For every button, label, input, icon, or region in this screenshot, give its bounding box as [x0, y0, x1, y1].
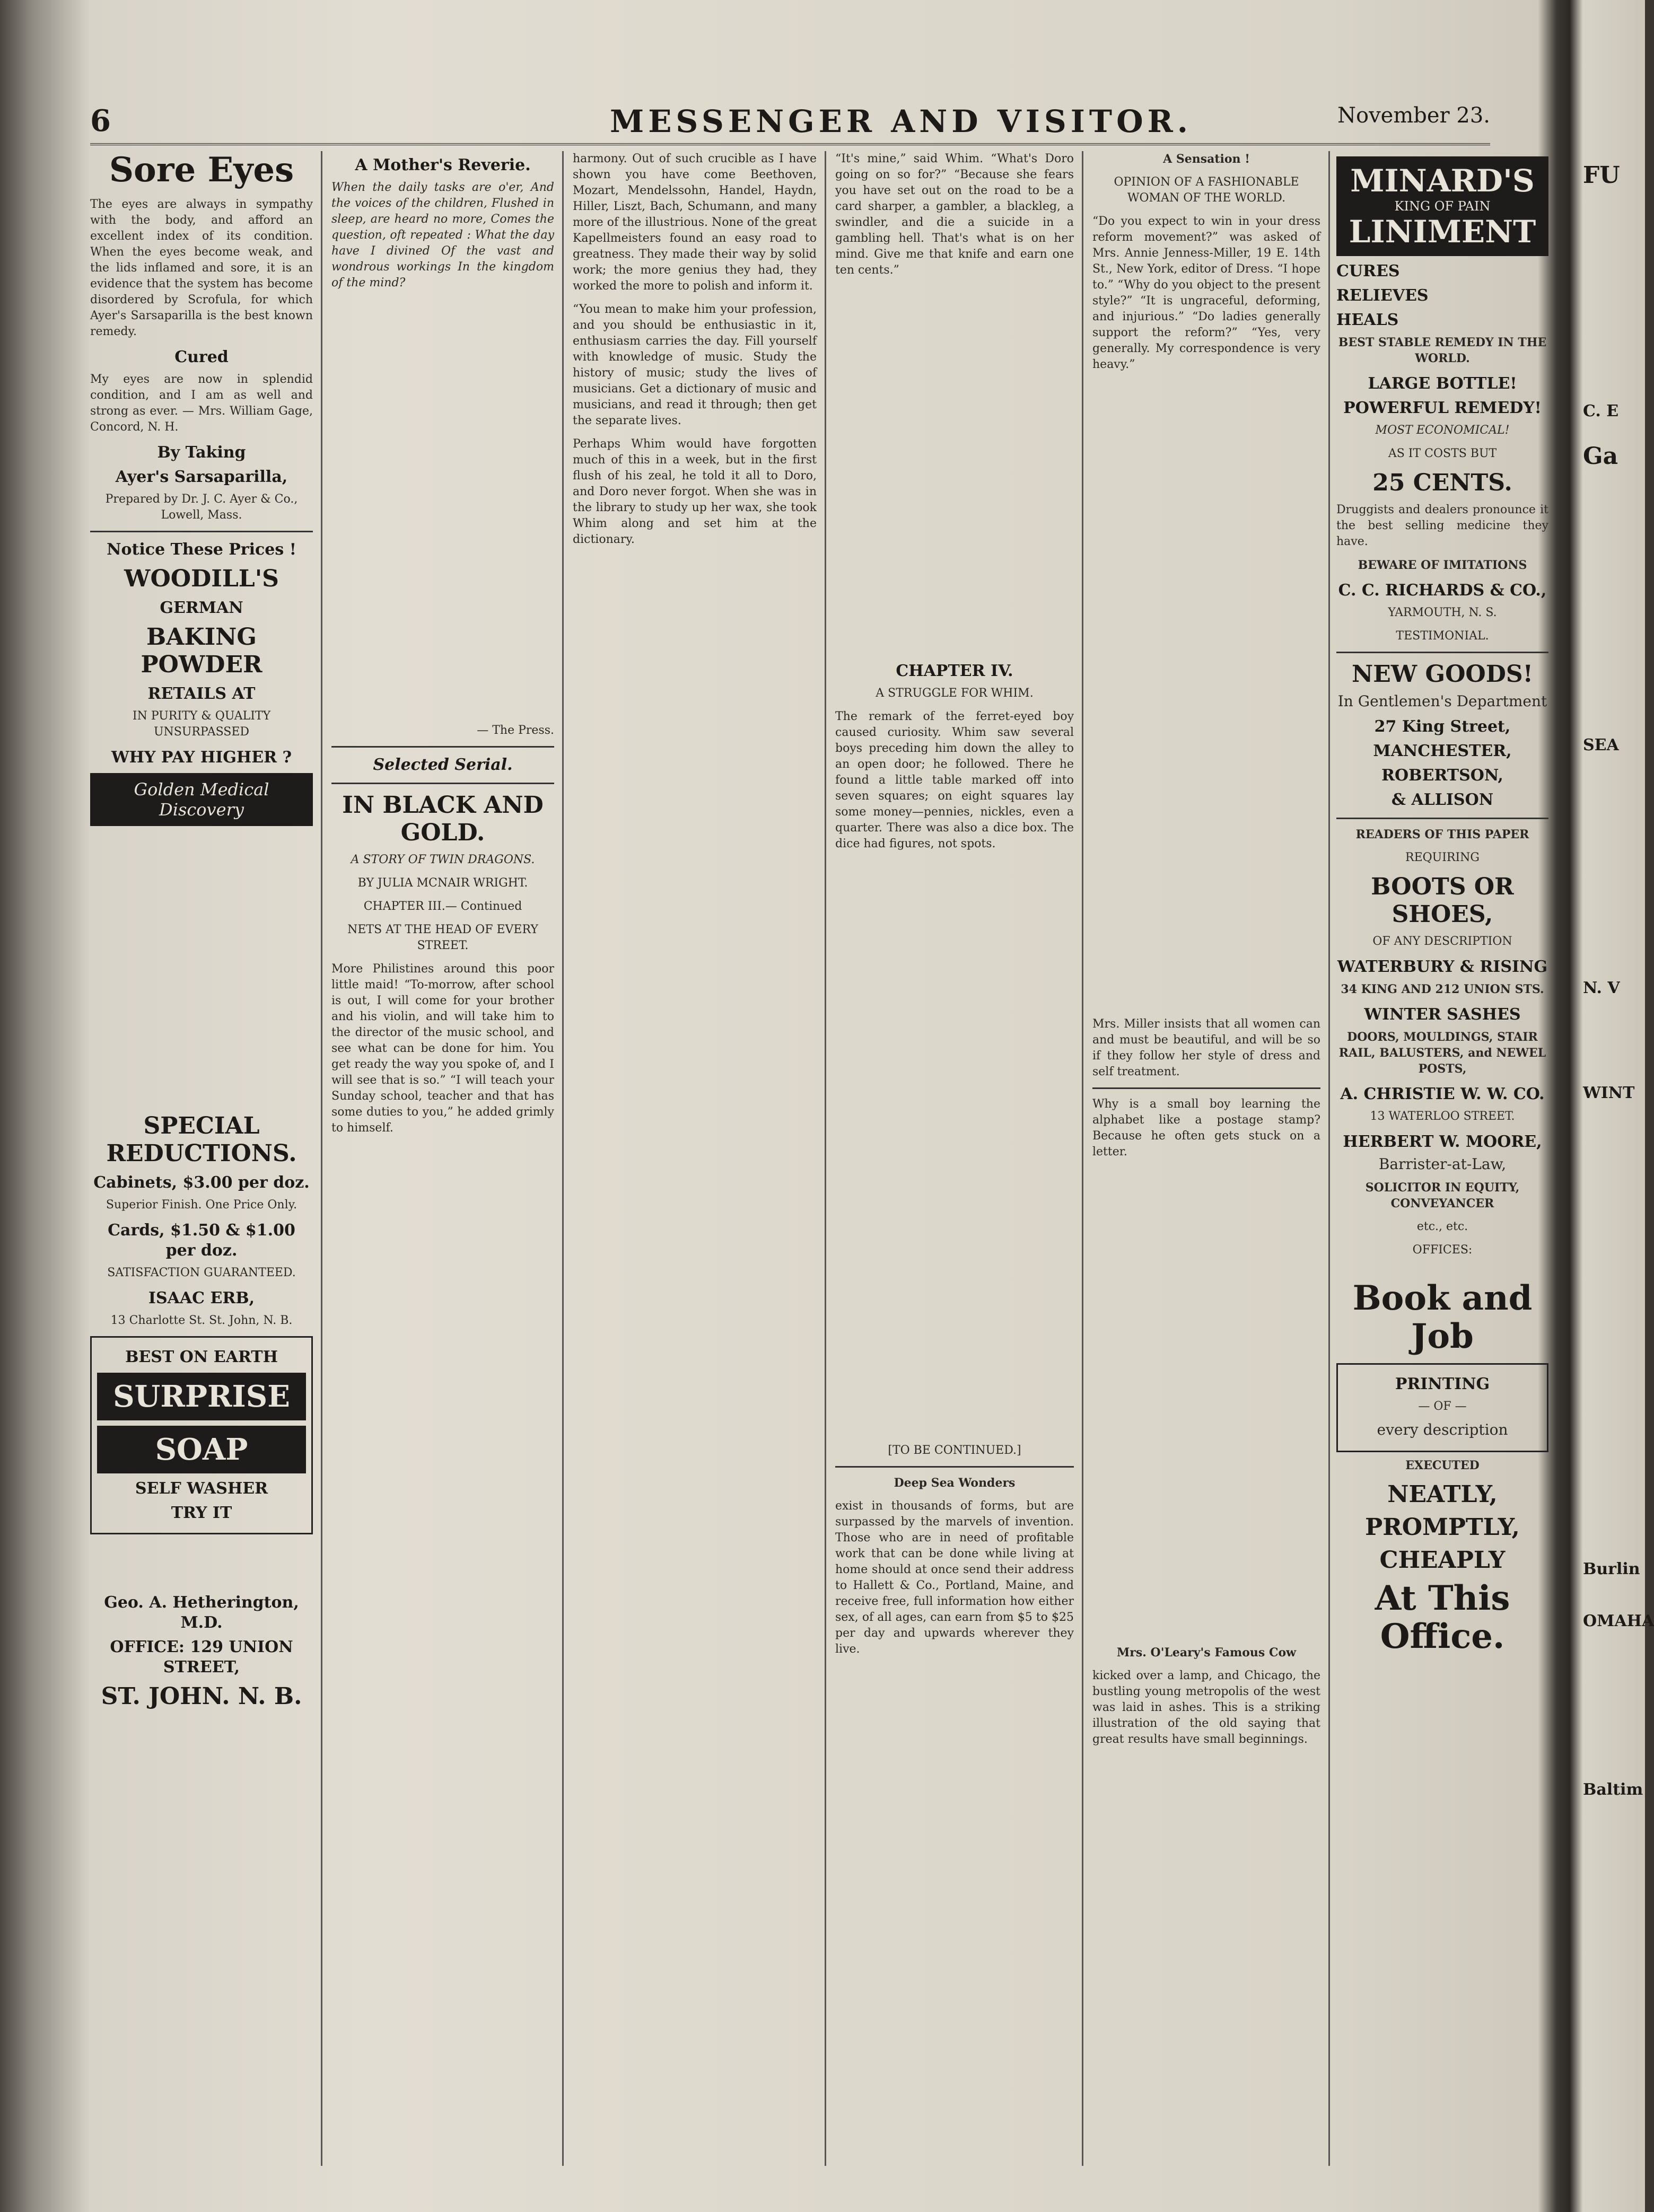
yarmouth-text: YARMOUTH, N. S.: [1388, 606, 1497, 619]
economical-text: MOST ECONOMICAL!: [1375, 424, 1510, 437]
herbert-heading: HERBERT W. MOORE,: [1343, 1133, 1542, 1151]
discovery-banner: [90, 773, 313, 826]
this-office-text: At This Office.: [1375, 1578, 1510, 1656]
serial-subtitle: A STORY OF TWIN DRAGONS.: [351, 853, 535, 866]
divider: [835, 1466, 1074, 1468]
poem-title: A Mother's Reverie.: [355, 156, 531, 174]
chapter-iv-subheading: A STRUGGLE FOR WHIM.: [876, 687, 1034, 700]
union-streets: 34 KING AND 212 UNION STS.: [1341, 982, 1544, 996]
price-text: 25 CENTS.: [1372, 469, 1512, 496]
cured-text: My eyes are now in splendid condition, and I am as well and strong as ever. — Mrs. William Gage, Concord, N. H.: [90, 373, 313, 434]
satisfaction-text: SATISFACTION GUARANTEED.: [107, 1266, 296, 1279]
column-3: [573, 151, 817, 2166]
column-rule: [1328, 151, 1330, 2166]
story-text: harmony. Out of such crucible as I have shown you have come Beethoven, Mozart, Mendelssohn, Handel, Haydn, Hiller, Liszt, Bach, Schumann, and many more of the illustrious. None of the great Kapellmeisters found an easy road to greatness. They made their way by solid work; the more genius they had, they worked the more to polish and inform it.: [573, 152, 817, 293]
hetherington-name: Geo. A. Hetherington, M.D.: [104, 1593, 299, 1632]
testimonial-heading: TESTIMONIAL.: [1396, 629, 1489, 643]
column-6: [1336, 151, 1548, 2166]
divider: [331, 746, 554, 748]
boy-joke-text: Why is a small boy learning the alphabet like a postage stamp? Because he often gets stuck on a letter.: [1092, 1098, 1320, 1158]
printing-heading: PRINTING: [1395, 1375, 1490, 1393]
story-text: “It's mine,” said Whim. “What's Doro going on so for?” “Because she fears you have set out on the road to be a card sharper, a gambler, a blackleg, a swindler, and die a suicide in a gambling hell. That's what is on her mind. Give me that knife and earn one ten cents.”: [835, 152, 1074, 277]
heals-heading: HEALS: [1336, 311, 1399, 329]
woodills-heading: WOODILL'S: [124, 565, 279, 592]
baking-powder-heading: BAKING POWDER: [141, 624, 262, 678]
divider: [1336, 652, 1548, 653]
offices-text: OFFICES:: [1412, 1243, 1473, 1257]
cost-text: AS IT COSTS BUT: [1388, 447, 1497, 460]
druggists-text: Druggists and dealers pronounce it the best selling medicine they have.: [1336, 503, 1548, 548]
deep-sea-heading: Deep Sea Wonders: [894, 1476, 1016, 1490]
printing-box: [1336, 1363, 1548, 1452]
executed-text: EXECUTED: [1405, 1459, 1480, 1472]
masthead: MESSENGER AND VISITOR.: [610, 103, 1192, 139]
sensation-heading: A Sensation !: [1163, 152, 1250, 166]
solicitor-text: SOLICITOR IN EQUITY, CONVEYANCER: [1365, 1181, 1520, 1210]
column-1: [90, 151, 313, 2166]
etc-text: etc., etc.: [1416, 1220, 1468, 1233]
superior-text: Superior Finish. One Price Only.: [106, 1198, 297, 1212]
column-rule: [825, 151, 826, 2166]
powerful-remedy: POWERFUL REMEDY!: [1343, 399, 1542, 417]
divider: [1092, 1087, 1320, 1089]
wint-fragment: WINT: [1583, 1084, 1635, 1102]
soap-heading: SOAP: [97, 1426, 306, 1473]
boots-heading: BOOTS OR SHOES,: [1371, 873, 1514, 928]
cards-price: Cards, $1.50 & $1.00 per doz.: [108, 1221, 295, 1260]
relieves-heading: RELIEVES: [1336, 286, 1429, 305]
requiring-text: REQUIRING: [1405, 851, 1480, 864]
retails-heading: RETAILS AT: [147, 684, 256, 703]
hetherington-office: OFFICE: 129 UNION STREET,: [110, 1638, 293, 1676]
column-rule: [321, 151, 322, 2166]
waterbury-heading: WATERBURY & RISING: [1337, 958, 1548, 976]
fu-fragment: FU: [1583, 162, 1620, 189]
divider: [1336, 818, 1548, 819]
waterloo-text: 13 WATERLOO STREET.: [1370, 1110, 1515, 1123]
notice-heading: Notice These Prices !: [107, 540, 296, 559]
new-goods-heading: NEW GOODS!: [1352, 661, 1533, 688]
book-job-heading: Book and Job: [1352, 1278, 1533, 1356]
purity-text: IN PURITY & QUALITY UNSURPASSED: [132, 709, 271, 739]
by-taking-heading: By Taking: [157, 443, 246, 462]
column-text-block: [1092, 1168, 1320, 1645]
chapter-heading: CHAPTER III.— Continued: [363, 900, 522, 913]
best-stable-text: BEST STABLE REMEDY IN THE WORLD.: [1338, 336, 1547, 365]
divider: [331, 783, 554, 784]
interview-continuation: [1092, 380, 1320, 1016]
baltim-fragment: Baltim: [1583, 1780, 1643, 1799]
christie-heading: A. CHRISTIE W. W. CO.: [1340, 1085, 1545, 1103]
ce-fragment: C. E: [1583, 402, 1619, 420]
surprise-soap-ad: [90, 1336, 313, 1534]
discovery-label: Golden Medical Discovery: [134, 779, 269, 820]
king-street-text: 27 King Street,: [1374, 717, 1511, 736]
robertson-text: ROBERTSON,: [1381, 766, 1503, 785]
hetherington-city: ST. JOHN. N. B.: [101, 1683, 302, 1710]
nv-fragment: N. V: [1583, 979, 1620, 997]
column-rule: [562, 151, 564, 2166]
cures-heading: CURES: [1336, 262, 1400, 280]
richards-name: C. C. RICHARDS & CO.,: [1338, 581, 1547, 600]
interview-text: “Do you expect to win in your dress reform movement?” was asked of Mrs. Annie Jenness-Miller, 19 E. 14th St., New York, editor of Dress. “I hope to.” “Why do you object to the present style?” “It is ungraceful, deforming, and injurious.” “Do ladies generally support the reform?” “Yes, very generally. My correspondence is very heavy.”: [1092, 215, 1320, 371]
poem-source: — The Press.: [477, 724, 554, 737]
isaac-address: 13 Charlotte St. St. John, N. B.: [110, 1314, 293, 1327]
ga-fragment: Ga: [1583, 443, 1618, 470]
cheaply-text: CHEAPLY: [1379, 1547, 1506, 1574]
page-number: 6: [90, 103, 111, 138]
best-on-earth: BEST ON EARTH: [125, 1348, 278, 1366]
of-text: — OF —: [1418, 1400, 1467, 1413]
minards-banner: [1336, 156, 1548, 256]
serial-author: BY JULIA MCNAIR WRIGHT.: [357, 876, 528, 890]
sore-eyes-heading: Sore Eyes: [109, 150, 294, 190]
minards-heading: MINARD'S: [1350, 163, 1535, 199]
column-7-partial: [1583, 151, 1654, 2166]
column-rule: [1082, 151, 1083, 2166]
sore-eyes-text: The eyes are always in sympathy with the body, and afford an excellent index of its condition. When the eyes become weak, and the lids inflamed and sore, it is an evidence that the system has become disordered by Scrofula, for which Ayer's Sarsaparilla is the best known remedy.: [90, 198, 313, 338]
serial-title: IN BLACK AND GOLD.: [342, 792, 544, 846]
gentlemen-text: In Gentlemen's Department: [1337, 692, 1547, 710]
issue-date: November 23.: [1337, 103, 1490, 128]
doors-text: DOORS, MOULDINGS, STAIR RAIL, BALUSTERS, and NEWEL POSTS,: [1338, 1030, 1546, 1076]
every-description: every description: [1377, 1421, 1508, 1438]
chapter-subheading: NETS AT THE HEAD OF EVERY STREET.: [347, 923, 538, 952]
isaac-erb: ISAAC ERB,: [148, 1289, 255, 1307]
divider: [90, 531, 313, 532]
story-continuation: [835, 286, 1074, 657]
oleary-text: kicked over a lamp, and Chicago, the bustling young metropolis of the west was laid in ashes. This is a striking illustration of the old saying that great results have small beginnings.: [1092, 1669, 1320, 1746]
cured-heading: Cured: [174, 348, 229, 366]
story-text: More Philistines around this poor little maid! “To-morrow, after school is out, I will come for your brother and his violin, and will take him to the director of the music school, and see what can be done for him. You get ready the way you spoke of, and I will see that is so.” “I will teach your Sunday school, teacher and that has some duties to you,” he added grimly to himself.: [331, 962, 554, 1135]
omaha-fragment: OMAHA: [1583, 1612, 1654, 1630]
ad-text-block: [90, 831, 313, 1107]
ayer-heading: Ayer's Sarsaparilla,: [115, 468, 288, 486]
why-pay-heading: WHY PAY HIGHER ?: [111, 748, 292, 767]
story-text-2: The remark of the ferret-eyed boy caused curiosity. Whim saw several boys preceding him down the alley to an open door; he followed. There he found a little table marked off into seven squares; on eight squares lay some money—pennies, nickles, even a quarter. There was also a dice box. The dice had figures, not spots.: [835, 710, 1074, 850]
opinion-subheading: OPINION OF A FASHIONABLE WOMAN OF THE WORLD.: [1114, 175, 1299, 205]
column-5: [1092, 151, 1320, 2166]
story-text-2: “You mean to make him your profession, and you should be enthusiastic in it, enthusiasm carries the day. Fill yourself with knowledge of music. Study the history of music; study the lives of musicians. Get a dictionary of music and musicians, and read it through; then get the separate lives.: [573, 303, 817, 427]
cabinets-price: Cabinets, $3.00 per doz.: [93, 1173, 310, 1192]
king-of-pain: KING OF PAIN: [1394, 199, 1491, 214]
any-description: OF ANY DESCRIPTION: [1372, 935, 1512, 948]
oleary-heading: Mrs. O'Leary's Famous Cow: [1116, 1646, 1297, 1660]
page-header: [90, 103, 1490, 145]
neatly-text: NEATLY,: [1387, 1481, 1498, 1508]
beware-text: BEWARE OF IMITATIONS: [1358, 558, 1527, 572]
ayer-subtext: Prepared by Dr. J. C. Ayer & Co., Lowell, Mass.: [105, 493, 298, 522]
sea-fragment: SEA: [1583, 736, 1619, 754]
large-bottle: LARGE BOTTLE!: [1368, 374, 1517, 393]
selected-serial-heading: Selected Serial.: [373, 756, 513, 774]
try-it: TRY IT: [171, 1504, 232, 1522]
allison-text: & ALLISON: [1391, 791, 1494, 809]
column-2: [331, 151, 554, 2166]
special-heading: SPECIAL REDUCTIONS.: [106, 1112, 297, 1167]
deep-sea-text: exist in thousands of forms, but are surpassed by the marvels of invention. Those who are in need of profitable work that can be done while living at home should at once send their address to Hallett & Co., Portland, Maine, and receive free, full information how either sex, of all ages, can earn from $5 to $25 per day and upwards wherever they live.: [835, 1499, 1074, 1656]
winter-sashes-heading: WINTER SASHES: [1364, 1005, 1521, 1024]
burlin-fragment: Burlin: [1583, 1560, 1640, 1578]
poem-text: When the daily tasks are o'er, And the voices of the children, Flushed in sleep, are heard no more, Comes the question, oft repeated : What the day have I divined Of the vast and wondrous workings In the kingdom of the mind?: [331, 181, 554, 289]
liniment-heading: LINIMENT: [1349, 214, 1536, 250]
manchester-text: MANCHESTER,: [1373, 742, 1512, 760]
story-continuation-2: [835, 859, 1074, 1443]
german-heading: GERMAN: [160, 599, 243, 617]
promptly-text: PROMPTLY,: [1365, 1514, 1520, 1541]
story-text-3: Perhaps Whim would have forgotten much of this in a week, but in the first flush of his zeal, he told it all to Doro, and Doro never forgot. When she was in the library to study up her wax, she took Whim along and set him at the dictionary.: [573, 437, 817, 546]
to-be-continued: [TO BE CONTINUED.]: [888, 1444, 1021, 1457]
barrister-text: Barrister-at-Law,: [1378, 1155, 1507, 1173]
self-washer: SELF WASHER: [135, 1479, 268, 1498]
readers-text: READERS OF THIS PAPER: [1355, 828, 1529, 841]
chapter-iv-heading: CHAPTER IV.: [896, 662, 1013, 680]
surprise-heading: SURPRISE: [97, 1373, 306, 1420]
column-4: [835, 151, 1074, 2166]
poem-continuation: [331, 299, 554, 723]
interview-text-2: Mrs. Miller insists that all women can and must be beautiful, and will be so if they follow her style of dress and self treatment.: [1092, 1017, 1320, 1078]
